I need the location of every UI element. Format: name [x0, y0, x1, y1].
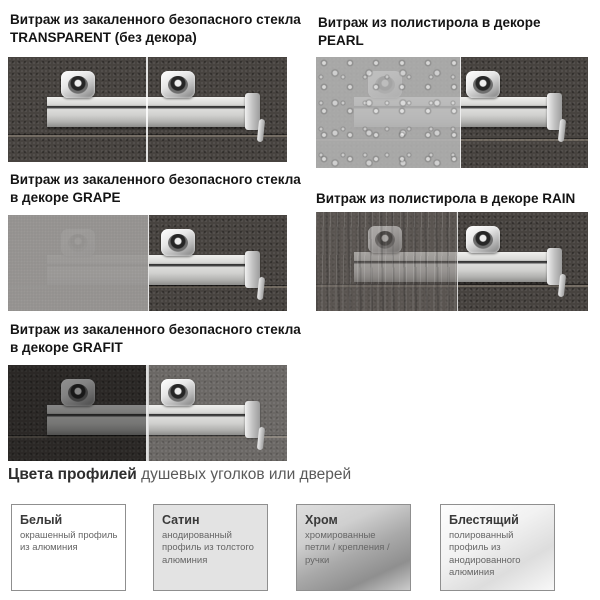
grafit-glass-overlay	[8, 365, 149, 461]
hinge-bracket-right	[466, 226, 500, 253]
profile-card-chrome	[296, 504, 411, 591]
handle-hook	[257, 119, 265, 143]
profiles-heading-strong: Цвета профилей	[8, 466, 137, 483]
profiles-heading	[8, 466, 351, 484]
profile-card-title: Белый	[20, 513, 63, 527]
hinge-bracket-right	[161, 71, 195, 98]
profile-card-title: Блестящий	[449, 513, 519, 527]
profile-card-description: анодированный профиль из толстого алюминия	[162, 530, 254, 566]
photo-grafit-decor[interactable]	[8, 365, 287, 461]
pearl-glass-overlay	[316, 57, 461, 168]
photo-grape-decor[interactable]	[8, 215, 287, 311]
glass-edge-seam	[146, 365, 148, 461]
section-title-grape: Витраж из закаленного безопасного стекла в декоре GRAPE	[10, 172, 301, 206]
hinge-bracket-right	[161, 379, 195, 406]
hinge-bracket-right	[466, 71, 500, 98]
section-title-rain: Витраж из полистирола в декоре RAIN	[316, 191, 576, 206]
photo-rain-decor[interactable]	[316, 212, 588, 311]
profile-card-description: окрашенный профиль из алюминия	[20, 530, 118, 554]
profile-card-title: Хром	[305, 513, 338, 527]
hinge-bracket-left	[61, 71, 95, 98]
profile-card-title: Сатин	[162, 513, 200, 527]
profile-card-satin	[153, 504, 268, 591]
profile-card-description: полированный профиль из анодированного алюминия	[449, 530, 521, 579]
photo-transparent-glass[interactable]	[8, 57, 287, 162]
profile-card-description: хромированные петли / крепления / ручки	[305, 530, 390, 566]
section-title-transparent: Витраж из закаленного безопасного стекла TRANSPARENT (без декора)	[10, 12, 301, 46]
photo-pearl-decor[interactable]	[316, 57, 588, 168]
glass-edge-seam	[146, 57, 148, 162]
handle-hook	[257, 277, 265, 301]
section-title-grafit: Витраж из закаленного безопасного стекла в декоре GRAFIT	[10, 322, 301, 356]
section-title-pearl: Витраж из полистирола в декоре PEARL	[318, 15, 541, 49]
profiles-heading-rest: душевых уголков или дверей	[141, 466, 352, 483]
grape-glass-overlay	[8, 215, 149, 311]
profile-card-white	[11, 504, 126, 591]
rain-glass-overlay	[316, 212, 458, 311]
profile-card-shiny	[440, 504, 555, 591]
hinge-bracket-right	[161, 229, 195, 256]
